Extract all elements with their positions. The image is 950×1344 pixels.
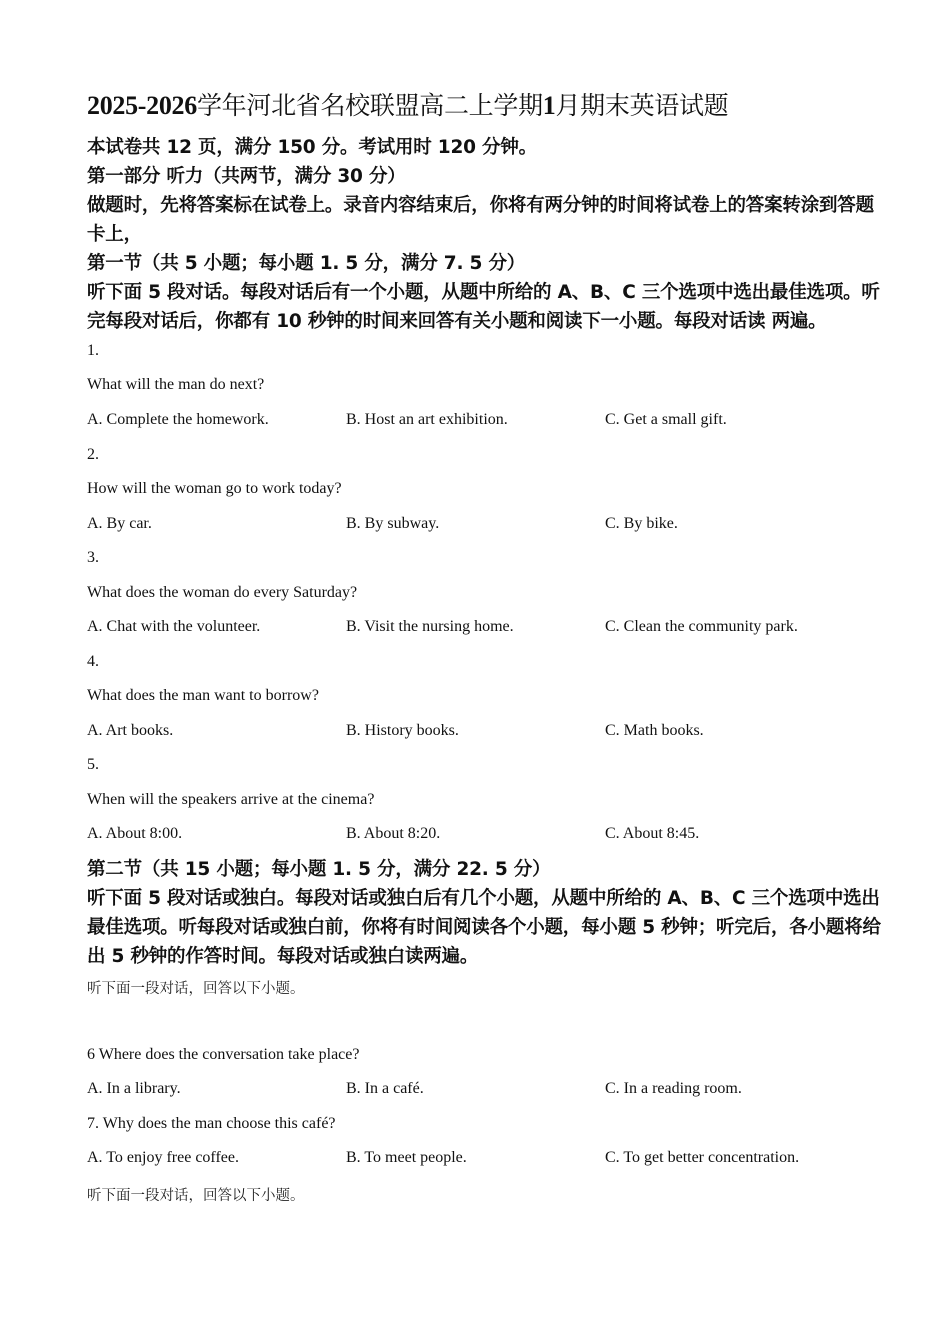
option-b: B. By subway.	[346, 515, 440, 532]
title-end: 月期末英语试题	[555, 91, 729, 120]
dialogue-prompt: 听下面一段对话，回答以下小题。	[87, 981, 305, 997]
option-c: C. By bike.	[605, 515, 678, 532]
dialogue-prompt: 听下面一段对话，回答以下小题。	[87, 1188, 305, 1204]
question-text: What does the woman do every Saturday?	[87, 584, 358, 601]
option-b: B. Visit the nursing home.	[346, 618, 514, 635]
question-text: What will the man do next?	[87, 376, 265, 393]
option-b: B. About 8:20.	[346, 825, 441, 842]
section2-heading: 第二节（共 15 小题；每小题 1. 5 分，满分 22. 5 分）	[87, 859, 551, 880]
option-b: B. In a café.	[346, 1080, 424, 1097]
question-text: 6 Where does the conversation take place?	[87, 1046, 360, 1063]
exam-intro: 本试卷共 12 页，满分 150 分。考试用时 120 分钟。	[87, 137, 537, 158]
option-c: C. Math books.	[605, 722, 704, 739]
title-mid: 学年河北省名校联盟高二上学期	[196, 91, 543, 120]
question-number: 4.	[87, 653, 99, 670]
title-year: 2025-2026	[87, 91, 197, 120]
section1-heading: 第一节（共 5 小题；每小题 1. 5 分，满分 7. 5 分）	[87, 253, 526, 274]
option-a: A. In a library.	[87, 1080, 181, 1097]
option-a: A. By car.	[87, 515, 152, 532]
page-title	[87, 86, 728, 122]
option-a: A. To enjoy free coffee.	[87, 1149, 239, 1166]
option-a: A. Complete the homework.	[87, 411, 269, 428]
part1-instruction: 做题时，先将答案标在试卷上。录音内容结束后，你将有两分钟的时间将试卷上的答案转涂到答题卡上，	[87, 195, 874, 245]
question-text: When will the speakers arrive at the cinema?	[87, 791, 375, 808]
option-c: C. About 8:45.	[605, 825, 700, 842]
question-number: 1.	[87, 342, 99, 359]
question-text: 7. Why does the man choose this café?	[87, 1115, 336, 1132]
question-number: 5.	[87, 756, 99, 773]
question-number: 2.	[87, 446, 99, 463]
option-a: A. Chat with the volunteer.	[87, 618, 261, 635]
option-a: A. Art books.	[87, 722, 174, 739]
question-number: 3.	[87, 549, 99, 566]
option-c: C. Clean the community park.	[605, 618, 798, 635]
section1-instruction: 听下面 5 段对话。每段对话后有一个小题，从题中所给的 A、B、C 三个选项中选出最佳选项。听完每段对话后，你都有 10 秒钟的时间来回答有关小题和阅读下一小题。每段对话读 两遍。	[87, 282, 880, 332]
question-text: How will the woman go to work today?	[87, 480, 342, 497]
question-text: What does the man want to borrow?	[87, 687, 319, 704]
option-b: B. History books.	[346, 722, 459, 739]
option-b: B. Host an art exhibition.	[346, 411, 508, 428]
option-c: C. To get better concentration.	[605, 1149, 800, 1166]
title-month: 1	[542, 91, 556, 120]
option-a: A. About 8:00.	[87, 825, 183, 842]
option-b: B. To meet people.	[346, 1149, 467, 1166]
option-c: C. In a reading room.	[605, 1080, 742, 1097]
option-c: C. Get a small gift.	[605, 411, 727, 428]
part1-heading: 第一部分 听力（共两节，满分 30 分）	[87, 166, 406, 187]
section2-instruction: 听下面 5 段对话或独白。每段对话或独白后有几个小题，从题中所给的 A、B、C 三个选项中选出最佳选项。听每段对话或独白前，你将有时间阅读各个小题，每小题 5 秒钟；听完后，各小题将给出 5 秒钟的作答时间。每段对话或独白读两遍。	[87, 888, 881, 967]
